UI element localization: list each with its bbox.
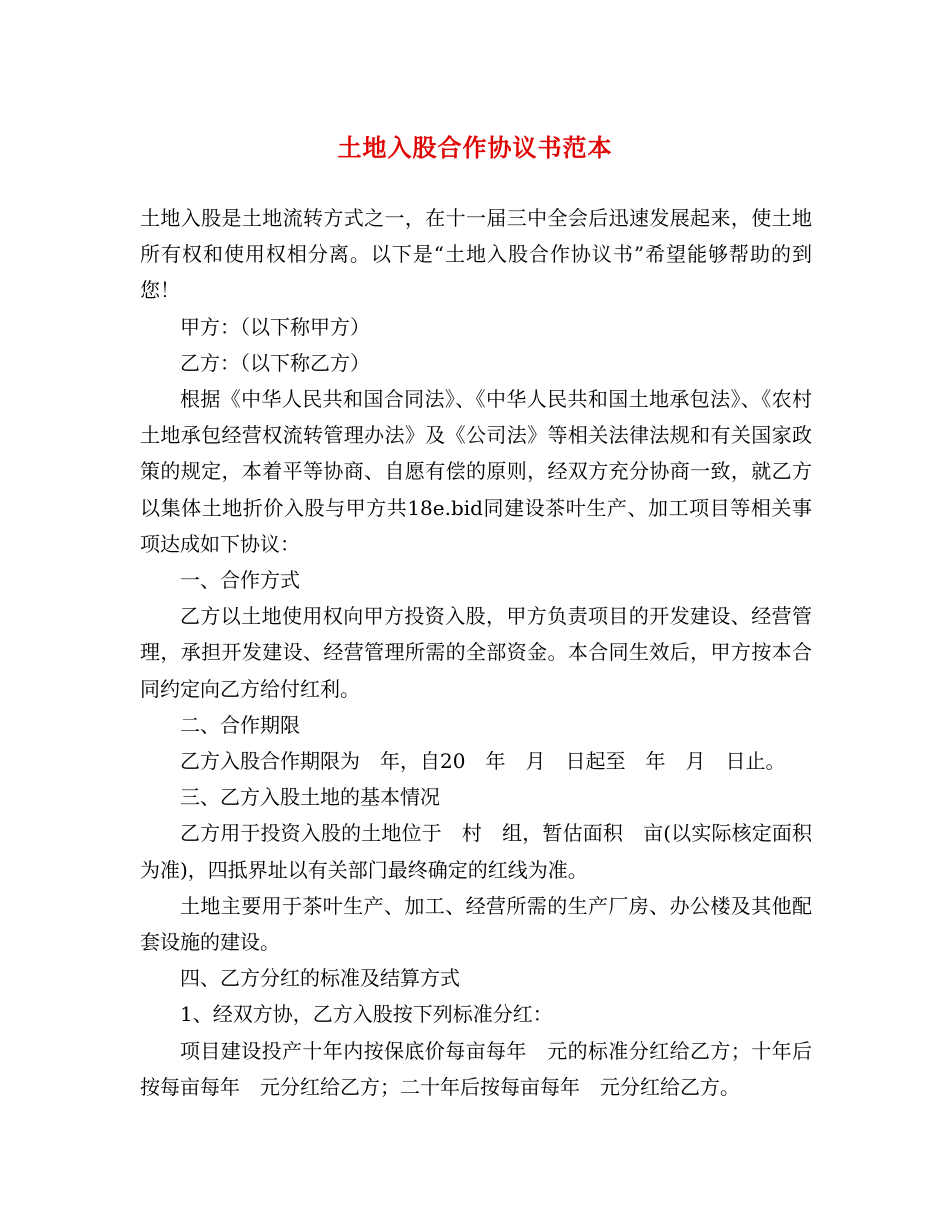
dividend-details-paragraph: 项目建设投产十年内按保底价每亩每年 元的标准分红给乙方；十年后按每亩每年 元分红给乙方；二十年后按每亩每年 元分红给乙方。	[140, 1038, 812, 1099]
cooperation-term-paragraph: 乙方入股合作期限为 年，自20 年 月 日起至 年 月 日止。	[180, 749, 786, 774]
section-heading-cooperation-term: 二、合作期限	[180, 712, 300, 737]
intro-paragraph: 土地入股是土地流转方式之一，在十一届三中全会后迅速发展起来，使土地所有权和使用权相分离。以下是“土地入股合作协议书”希望能够帮助的到您！	[140, 206, 812, 303]
land-use-paragraph: 土地主要用于茶叶生产、加工、经营所需的生产厂房、办公楼及其他配套设施的建设。	[140, 893, 812, 955]
party-a-line: 甲方：（以下称甲方）	[180, 314, 370, 339]
land-location-paragraph: 乙方用于投资入股的土地位于 村 组，暂估面积 亩(以实际核定面积为准)，四抵界址以有关部门最终确定的红线为准。	[140, 821, 812, 882]
cooperation-mode-paragraph: 乙方以土地使用权向甲方投资入股，甲方负责项目的开发建设、经营管理，承担开发建设、经营管理所需的全部资金。本合同生效后，甲方按本合同约定向乙方给付红利。	[140, 604, 812, 701]
section-heading-land-situation: 三、乙方入股土地的基本情况	[180, 785, 440, 810]
party-b-line: 乙方：（以下称乙方）	[180, 350, 370, 375]
dividend-clause-1: 1、经双方协，乙方入股按下列标准分红：	[180, 1002, 553, 1027]
document-title: 土地入股合作协议书范本	[337, 134, 613, 162]
document-body	[140, 200, 812, 1105]
legal-basis-paragraph: 根据《中华人民共和国合同法》、《中华人民共和国土地承包法》、《农村土地承包经营权流转管理办法》及《公司法》等相关法律法规和有关国家政策的规定，本着平等协商、自愿有偿的原则，经双方充分协商一致，就乙方以集体土地折价入股与甲方共18e.bid同建设茶叶生产、加工项目等相关事项达成如下协议：	[140, 387, 812, 556]
section-heading-dividend-standard: 四、乙方分红的标准及结算方式	[180, 966, 460, 991]
section-heading-cooperation-mode: 一、合作方式	[180, 568, 300, 593]
